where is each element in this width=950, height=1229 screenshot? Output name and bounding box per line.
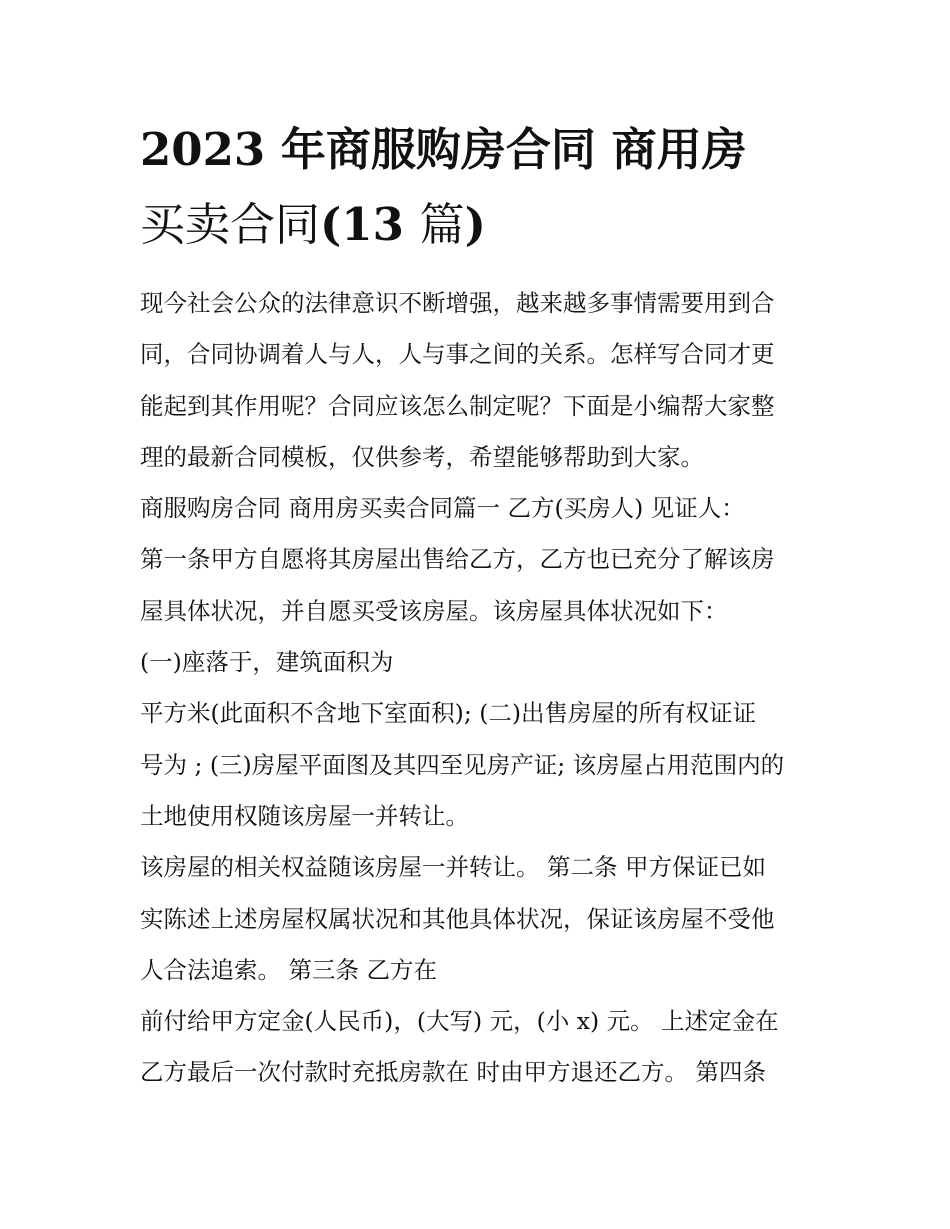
body-line: 同，合同协调着人与人，人与事之间的关系。怎样写合同才更: [140, 340, 775, 369]
body-line: 能起到其作用呢？合同应该怎么制定呢？下面是小编帮大家整: [140, 391, 775, 420]
body-line: 前付给甲方定金(人民币)，(大写) 元，(小 x) 元。 上述定金在: [140, 1007, 779, 1036]
body-line: 第一条甲方自愿将其房屋出售给乙方，乙方也已充分了解该房: [140, 545, 775, 574]
body-line: 商服购房合同 商用房买卖合同篇一 乙方(买房人) 见证人：: [140, 494, 745, 523]
title-line-2-part-b: (13: [320, 198, 420, 251]
body-line: 乙方最后一次付款时充抵房款在 时由甲方退还乙方。 第四条: [140, 1058, 766, 1087]
title-line-2-part-a: 买卖合同: [140, 198, 321, 251]
body-line: 该房屋的相关权益随该房屋一并转让。 第二条 甲方保证已如: [140, 853, 766, 882]
title-line-1-text: 2023 年商服购房合同 商用房: [140, 123, 747, 176]
body-line: 实陈述上述房屋权属状况和其他具体状况，保证该房屋不受他: [140, 904, 775, 933]
document-body: [140, 278, 820, 1099]
body-line: 屋具体状况，并自愿买受该房屋。该房屋具体状况如下：: [140, 596, 728, 625]
body-line: 现今社会公众的法律意识不断增强，越来越多事情需要用到合: [140, 289, 775, 317]
title-line-2-part-c: 篇: [419, 198, 465, 251]
body-line: 土地使用权随该房屋一并转让。: [140, 801, 469, 830]
title-line-2: [140, 187, 820, 262]
body-line: (一)座落于，建筑面积为: [140, 648, 394, 677]
body-line: 理的最新合同模板，仅供参考，希望能够帮助到大家。: [140, 442, 704, 471]
title-line-2-part-d: ): [464, 198, 486, 251]
body-line: 平方米(此面积不含地下室面积); (二)出售房屋的所有权证证: [140, 699, 757, 728]
document-title: [140, 112, 820, 262]
body-line: 号为 ; (三)房屋平面图及其四至见房产证; 该房屋占用范围内的: [140, 750, 785, 779]
title-line-1: [140, 112, 820, 187]
body-line: 人合法追索。 第三条 乙方在: [140, 955, 437, 984]
